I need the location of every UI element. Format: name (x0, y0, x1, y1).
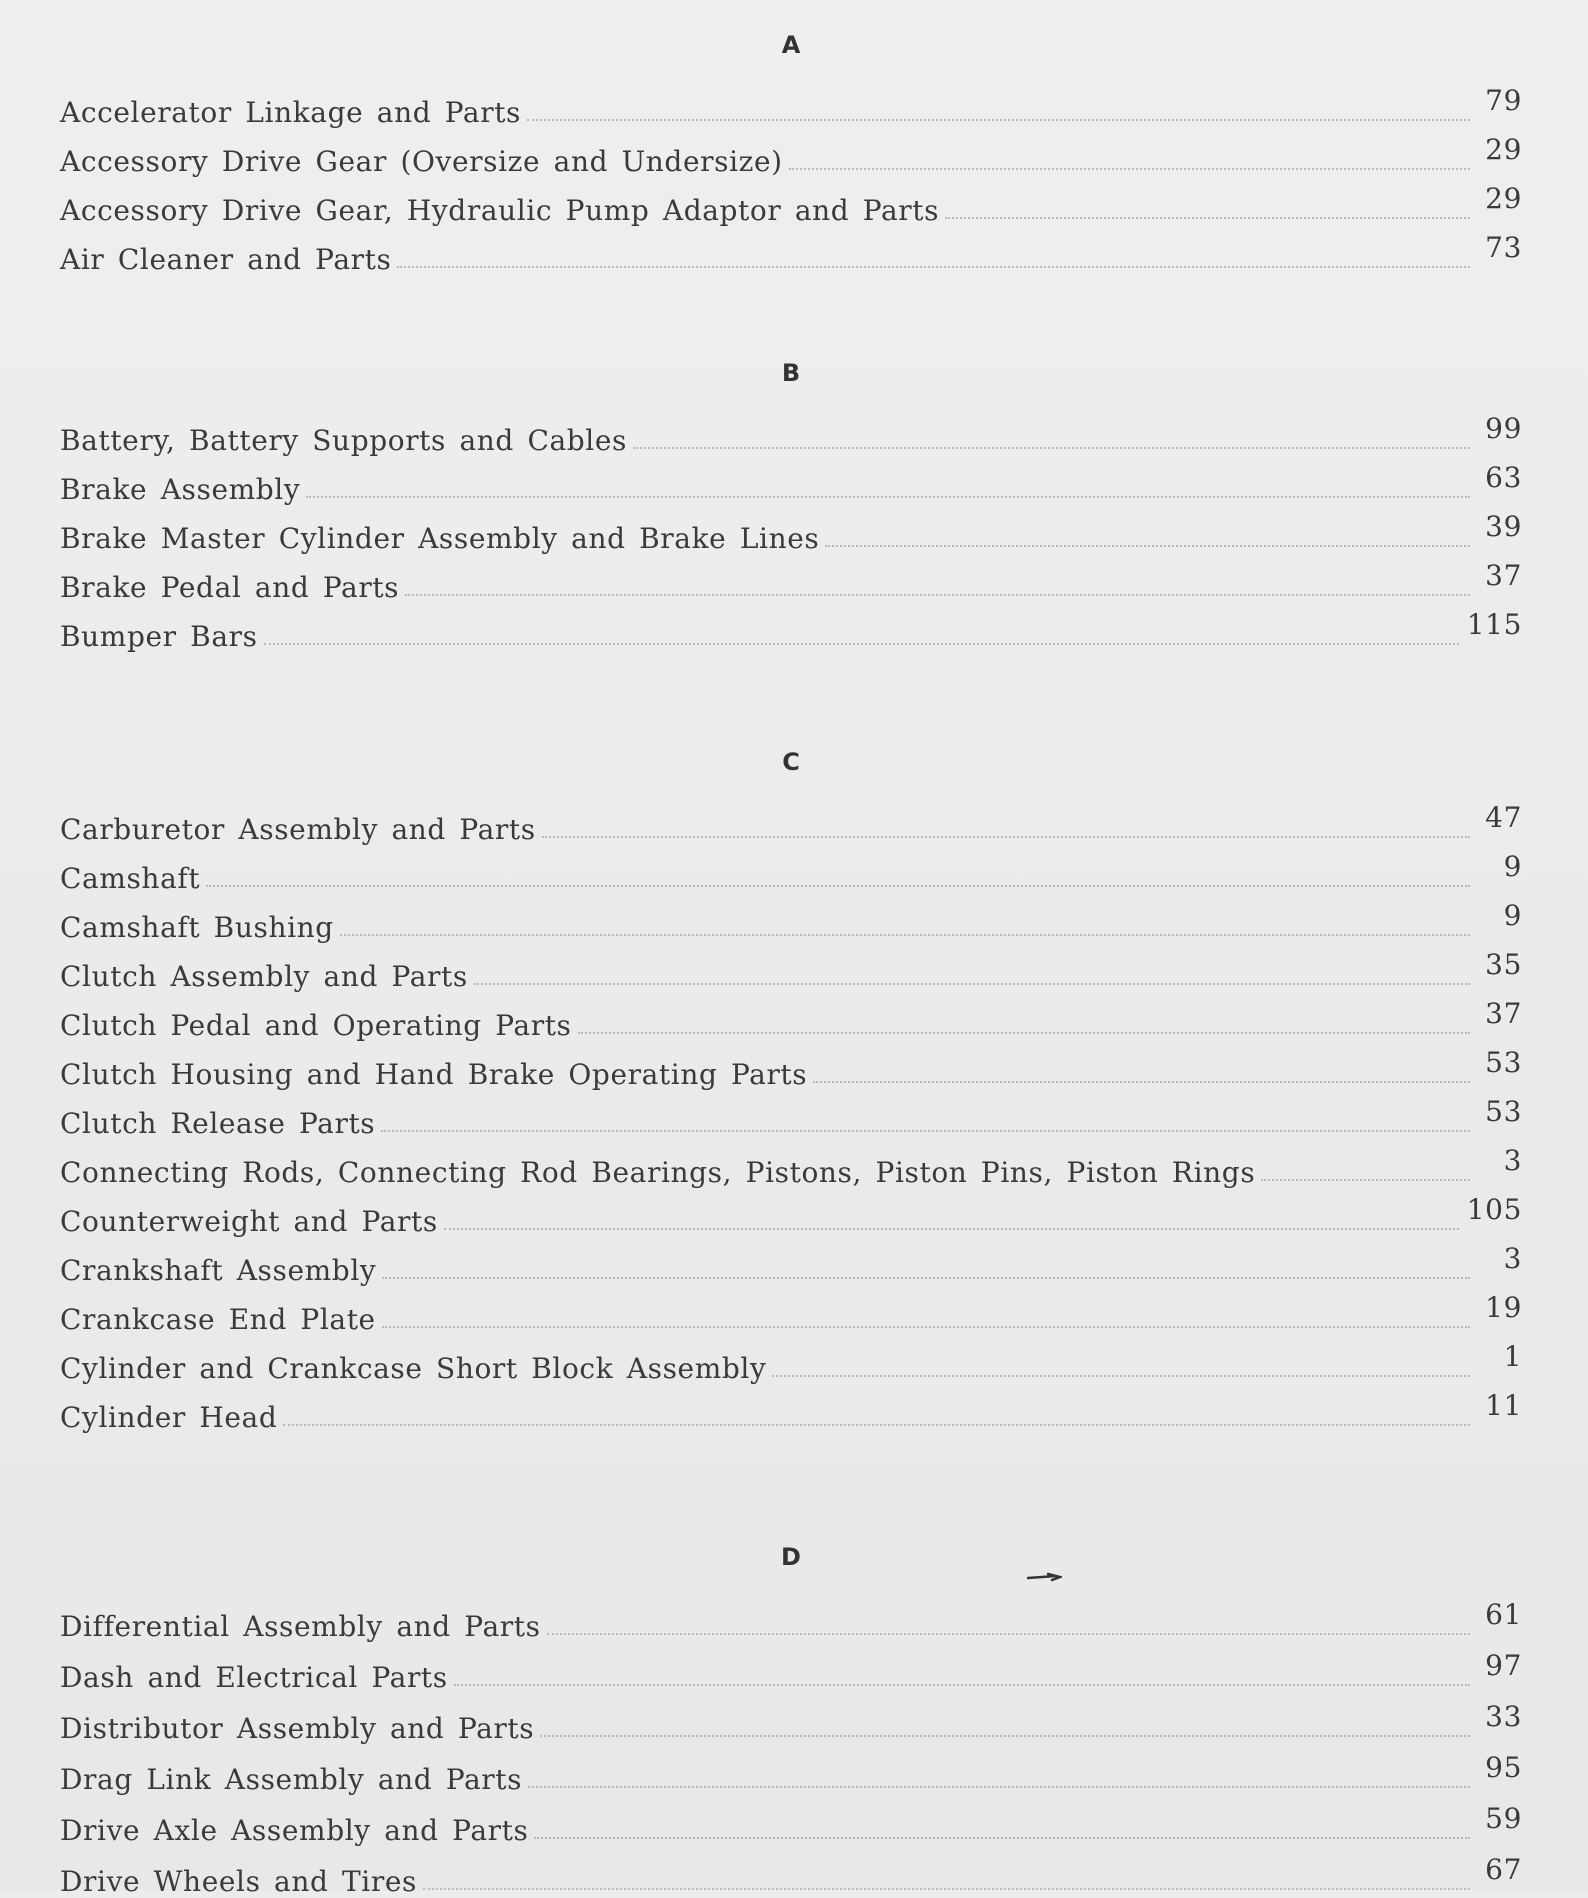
entry-page-number: 3 (1503, 1242, 1522, 1275)
entry-title: Cylinder Head (60, 1401, 278, 1434)
entry-title: Crankshaft Assembly (60, 1254, 377, 1287)
entry-title: Clutch Release Parts (60, 1107, 376, 1140)
index-section-a (60, 28, 1522, 276)
entry-title: Accessory Drive Gear (Oversize and Undersize) (60, 145, 783, 178)
entry-page-number: 53 (1485, 1095, 1522, 1128)
entry-title: Battery, Battery Supports and Cables (60, 424, 627, 457)
dot-leader (825, 545, 1470, 547)
entry-page-number: 61 (1485, 1598, 1522, 1631)
index-entry (60, 1091, 1522, 1140)
index-section-b (60, 356, 1522, 653)
index-entry (60, 1238, 1522, 1287)
entry-title: Drag Link Assembly and Parts (60, 1763, 523, 1796)
dot-leader (547, 1633, 1470, 1635)
index-entry (60, 1385, 1522, 1434)
entry-title: Clutch Housing and Hand Brake Operating Parts (60, 1058, 808, 1091)
dot-leader (633, 447, 1470, 449)
dot-leader (474, 983, 1470, 985)
index-entry (60, 1287, 1522, 1336)
section-letter-d: D (781, 1543, 801, 1571)
index-entry (60, 1592, 1522, 1643)
index-entry (60, 80, 1522, 129)
index-entry (60, 797, 1522, 846)
index-entry (60, 1847, 1522, 1898)
entry-title: Accessory Drive Gear, Hydraulic Pump Adaptor and Parts (60, 194, 940, 227)
entry-title: Camshaft Bushing (60, 911, 334, 944)
entry-title: Crankcase End Plate (60, 1303, 376, 1336)
index-entry (60, 1189, 1522, 1238)
entry-page-number: 67 (1485, 1853, 1522, 1886)
index-entry (60, 895, 1522, 944)
index-entry (60, 1140, 1522, 1189)
dot-leader (381, 1130, 1470, 1132)
entry-page-number: 11 (1485, 1389, 1522, 1422)
entry-title: Brake Master Cylinder Assembly and Brake Lines (60, 522, 820, 555)
dot-leader (813, 1081, 1470, 1083)
dot-leader (382, 1277, 1470, 1279)
entry-title: Bumper Bars (60, 620, 258, 653)
dot-leader (528, 1786, 1470, 1788)
entry-page-number: 9 (1503, 850, 1522, 883)
entry-title: Brake Assembly (60, 473, 301, 506)
index-entry (60, 129, 1522, 178)
entry-page-number: 29 (1485, 182, 1522, 215)
entry-title: Air Cleaner and Parts (60, 243, 392, 276)
entry-title: Drive Axle Assembly and Parts (60, 1814, 529, 1847)
entry-title: Camshaft (60, 862, 201, 895)
dot-leader (306, 496, 1470, 498)
dot-leader (542, 836, 1470, 838)
entry-page-number: 37 (1485, 559, 1522, 592)
dot-leader (1261, 1179, 1470, 1181)
entry-page-number: 39 (1485, 510, 1522, 543)
entry-page-number: 63 (1485, 461, 1522, 494)
dot-leader (206, 885, 1470, 887)
entry-page-number: 79 (1485, 84, 1522, 117)
entry-page-number: 115 (1466, 608, 1522, 641)
entry-title: Accelerator Linkage and Parts (60, 96, 522, 129)
entry-page-number: 35 (1485, 948, 1522, 981)
index-entry (60, 1643, 1522, 1694)
entry-page-number: 3 (1503, 1144, 1522, 1177)
index-entry (60, 506, 1522, 555)
dot-leader (397, 266, 1470, 268)
entry-title: Counterweight and Parts (60, 1205, 438, 1238)
entry-page-number: 99 (1485, 412, 1522, 445)
dot-leader (534, 1837, 1470, 1839)
index-entry (60, 1694, 1522, 1745)
entry-title: Clutch Pedal and Operating Parts (60, 1009, 572, 1042)
dot-leader (540, 1735, 1470, 1737)
entry-title: Carburetor Assembly and Parts (60, 813, 536, 846)
entry-title: Drive Wheels and Tires (60, 1865, 417, 1898)
dot-leader (578, 1032, 1470, 1034)
index-entry (60, 178, 1522, 227)
index-entry (60, 1042, 1522, 1091)
index-entry (60, 457, 1522, 506)
entry-page-number: 37 (1485, 997, 1522, 1030)
section-letter-c: C (782, 748, 800, 776)
dot-leader (340, 934, 1470, 936)
entry-title: Clutch Assembly and Parts (60, 960, 468, 993)
index-entry (60, 555, 1522, 604)
entry-page-number: 73 (1485, 231, 1522, 264)
index-entry (60, 1796, 1522, 1847)
entry-title: Dash and Electrical Parts (60, 1661, 448, 1694)
entry-title: Cylinder and Crankcase Short Block Assembly (60, 1352, 767, 1385)
entry-page-number: 53 (1485, 1046, 1522, 1079)
index-entry (60, 1336, 1522, 1385)
index-section-c (60, 745, 1522, 1434)
index-entry (60, 846, 1522, 895)
entry-page-number: 19 (1485, 1291, 1522, 1324)
dot-leader (444, 1228, 1459, 1230)
dot-leader (405, 594, 1470, 596)
index-entry (60, 604, 1522, 653)
dot-leader (945, 217, 1470, 219)
index-entry (60, 227, 1522, 276)
dot-leader (772, 1375, 1470, 1377)
section-letter-b: B (781, 359, 801, 387)
entry-page-number: 59 (1485, 1802, 1522, 1835)
section-letter-a: A (781, 31, 801, 59)
dot-leader (454, 1684, 1470, 1686)
dot-leader (382, 1326, 1470, 1328)
index-entry (60, 408, 1522, 457)
entry-title: Brake Pedal and Parts (60, 571, 400, 604)
entry-title: Connecting Rods, Connecting Rod Bearings, Pistons, Piston Pins, Piston Rings (60, 1156, 1256, 1189)
index-entry (60, 993, 1522, 1042)
index-section-d (60, 1540, 1522, 1898)
entry-page-number: 1 (1503, 1340, 1522, 1373)
entry-title: Distributor Assembly and Parts (60, 1712, 535, 1745)
dot-leader (283, 1424, 1470, 1426)
entry-page-number: 105 (1466, 1193, 1522, 1226)
entry-page-number: 9 (1503, 899, 1522, 932)
entry-page-number: 33 (1485, 1700, 1522, 1733)
entry-page-number: 95 (1485, 1751, 1522, 1784)
index-entry (60, 944, 1522, 993)
entry-page-number: 47 (1485, 801, 1522, 834)
stray-ink-mark (1026, 1572, 1062, 1582)
entry-page-number: 97 (1485, 1649, 1522, 1682)
dot-leader (789, 168, 1470, 170)
dot-leader (527, 119, 1470, 121)
index-entry (60, 1745, 1522, 1796)
entry-page-number: 29 (1485, 133, 1522, 166)
dot-leader (264, 643, 1459, 645)
entry-title: Differential Assembly and Parts (60, 1610, 541, 1643)
